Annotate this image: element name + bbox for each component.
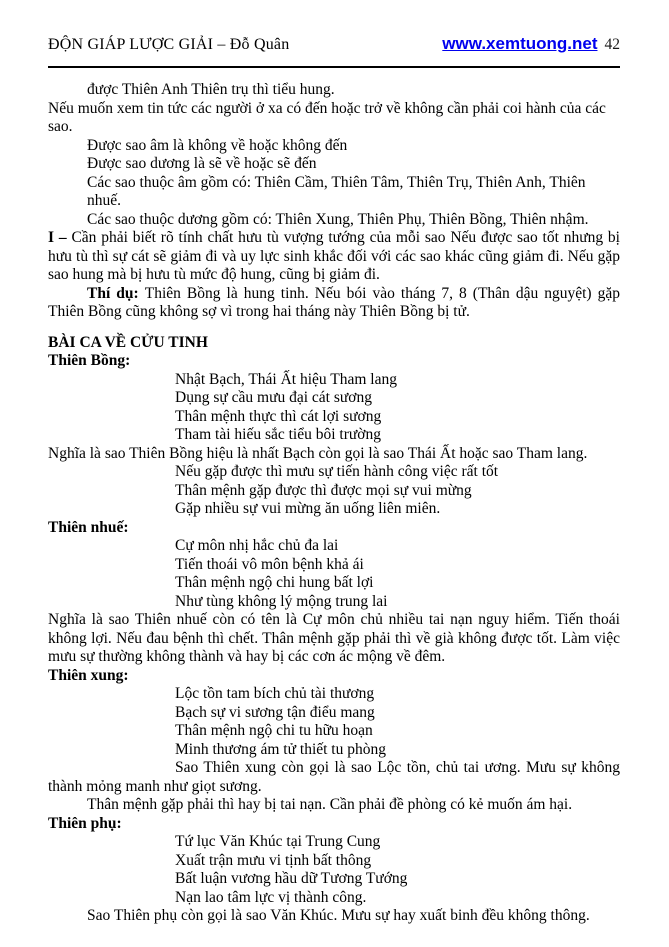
text-line: Được sao dương là sẽ về hoặc sẽ đến bbox=[87, 155, 317, 172]
text-line bbox=[48, 229, 620, 285]
verse-line: Tứ lục Văn Khúc tại Trung Cung bbox=[175, 833, 381, 850]
text-line: Các sao thuộc âm gồm có: Thiên Cầm, Thiên Tâm, Thiên Trụ, Thiên Anh, Thiên nhuế. bbox=[87, 173, 586, 209]
website-link[interactable]: www.xemtuong.net bbox=[442, 34, 598, 53]
verse-line: Thân mệnh gặp được thì được mọi sự vui mừng bbox=[175, 481, 472, 499]
verse-line: Tiến thoái vô môn bệnh khả ái bbox=[175, 555, 364, 573]
text-line: Sao Thiên phụ còn gọi là sao Văn Khúc. Mưu sự hay xuất binh đều không thông. bbox=[87, 907, 590, 924]
verse-line: Gặp nhiều sự vui mừng ăn uống liên miên. bbox=[175, 500, 441, 517]
verse-line: Dụng sự cầu mưu đại cát sương bbox=[175, 389, 372, 406]
text-line: Nghĩa là sao Thiên nhuế còn có tên là Cự môn chủ nhiều tai nạn nguy hiểm. Tiến thoái không lợi. Nếu đau bệnh thì chết. Thân mệnh gặp phải thì về già không được tốt. Làm việc mưu sự thường không thành và hay bị các cơn ác mộng về đêm. bbox=[48, 611, 620, 665]
text-line: Các sao thuộc dương gồm có: Thiên Xung, Thiên Phụ, Thiên Bồng, Thiên nhậm. bbox=[87, 210, 589, 228]
verse-line: Thân mệnh ngộ chi tu hữu hoạn bbox=[175, 722, 373, 739]
section-heading: Thiên xung: bbox=[48, 666, 129, 684]
text-line: Nếu muốn xem tin tức các người ở xa có đến hoặc trở về không cần phải coi hành của các sao. bbox=[48, 99, 606, 135]
text-line: được Thiên Anh Thiên trụ thì tiểu hung. bbox=[87, 81, 335, 98]
section-heading: BÀI CA VỀ CỬU TINH bbox=[48, 333, 208, 351]
verse-line: Xuất trận mưu vi tịnh bất thông bbox=[175, 851, 372, 869]
verse-line: Nạn lao tâm lực vị thành công. bbox=[175, 888, 367, 906]
verse-line: Thân mệnh ngộ chi hung bất lợi bbox=[175, 574, 374, 591]
section-heading: Thiên phụ: bbox=[48, 814, 122, 832]
text-line: Nghĩa là sao Thiên Bồng hiệu là nhất Bạch còn gọi là sao Thái Ất hoặc sao Tham lang. bbox=[48, 444, 588, 462]
verse-line: Thân mệnh thực thì cát lợi sương bbox=[175, 407, 382, 425]
text-line bbox=[48, 285, 620, 322]
page-header bbox=[48, 34, 620, 68]
document-body bbox=[48, 68, 620, 926]
section-heading: Thiên Bồng: bbox=[48, 352, 131, 369]
spacer bbox=[48, 322, 620, 334]
text-line: Thân mệnh gặp phải thì hay bị tai nạn. Cần phải đề phòng có kẻ muốn ám hại. bbox=[87, 796, 573, 813]
verse-line: Tham tài hiếu sắc tiểu bôi trường bbox=[175, 426, 381, 443]
verse-line: Nếu gặp được thì mưu sự tiến hành công việc rất tốt bbox=[175, 463, 499, 480]
bold-label: I – bbox=[48, 229, 72, 246]
verse-line: Nhật Bạch, Thái Ất hiệu Tham lang bbox=[175, 370, 397, 388]
line-text: Thiên Bồng là hung tinh. Nếu bói vào tháng 7, 8 (Thân dậu nguyệt) gặp Thiên Bồng cũng không sợ vì trong hai tháng này Thiên Bồng bị tử. bbox=[48, 284, 620, 320]
verse-line: Minh thương ám tử thiết tu phòng bbox=[175, 740, 386, 758]
verse-line: Bất luận vương hầu dữ Tương Tướng bbox=[175, 870, 408, 887]
page-number: 42 bbox=[604, 36, 620, 53]
header-right bbox=[442, 34, 620, 54]
verse-line: Cự môn nhị hắc chủ đa lai bbox=[175, 537, 339, 554]
verse-line: Bạch sự vi sương tận điểu mang bbox=[175, 703, 375, 721]
section-heading: Thiên nhuế: bbox=[48, 518, 129, 536]
line-text: Cần phải biết rõ tính chất hưu tù vượng tướng của mỗi sao Nếu được sao tốt nhưng bị hưu tù thì sự cát sẽ giảm đi và uy lực sinh khắc đối với các sao khác cũng giảm đi. Nếu gặp sao hung mà bị hưu tù mức độ hung, cũng bị giảm đi. bbox=[48, 229, 620, 283]
document-title: ĐỘN GIÁP LƯỢC GIẢI – Đỗ Quân bbox=[48, 36, 290, 53]
text-line: Được sao âm là không về hoặc không đến bbox=[87, 136, 348, 154]
verse-line: Như tùng không lý mộng trung lai bbox=[175, 592, 388, 610]
text-line: Sao Thiên xung còn gọi là sao Lộc tồn, chủ tai ương. Mưu sự không thành mỏng manh như giọt sương. bbox=[48, 759, 620, 795]
verse-line: Lộc tồn tam bích chủ tài thương bbox=[175, 685, 375, 702]
bold-label: Thí dụ: bbox=[87, 284, 145, 302]
